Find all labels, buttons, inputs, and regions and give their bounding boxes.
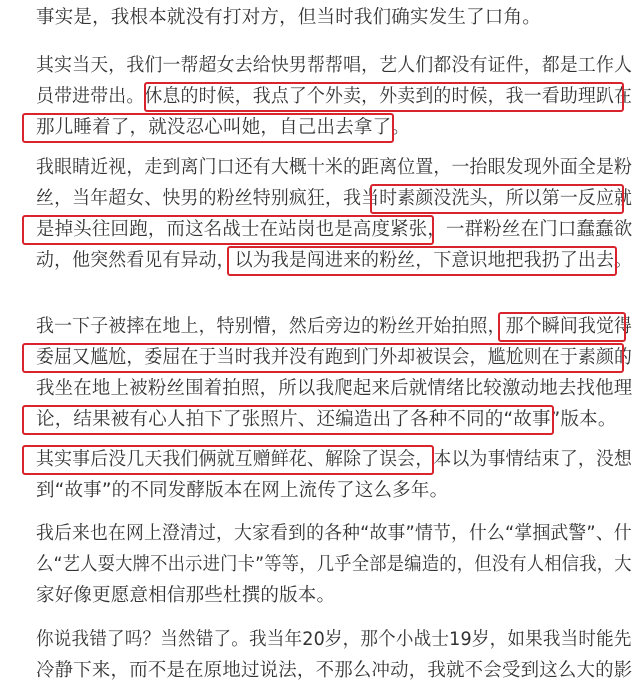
paragraph-4-line-2: 委屈又尴尬，委屈在于当时我并没有跑到门外却被误会，尴尬则在于素颜的 [36,347,633,368]
paragraph-7-line-2: 冷静下来，而不是在原地过说法，不那么冲动，我就不会受到这么大的影 [36,660,633,681]
paragraph-6-line-2: 么“艺人耍大牌不出示进门卡”等等，几乎全部是编造的，但没有人相信我，大 [36,554,632,575]
paragraph-5-line-1: 其实事后没几天我们俩就互赠鲜花、解除了误会，本以为事情结束了，没想 [36,449,633,470]
paragraph-7-line-1: 你说我错了吗？当然错了。我当年20岁，那个小战士19岁，如果我当时能先 [36,629,632,650]
paragraph-3-line-2: 丝，当年超女、快男的粉丝特别疯狂，我当时素颜没洗头，所以第一反应就 [36,188,633,209]
paragraph-2-line-3: 那儿睡着了，就没忍心叫她，自己出去拿了。 [36,117,411,138]
paragraph-4-line-3: 我坐在地上被粉丝围着拍照，所以我爬起来后就情绪比较激动地去找他理 [36,378,633,399]
paragraph-2-line-2: 员带进带出。休息的时候，我点了个外卖，外卖到的时候，我一看助理趴在 [36,86,633,107]
paragraph-1-line-1: 事实是，我根本就没有打对方，但当时我们确实发生了口角。 [36,7,541,28]
paragraph-3-line-3: 是掉头往回跑，而这名战士在站岗也是高度紧张，一群粉丝在门口蠢蠢欲 [36,219,633,240]
paragraph-4-line-4: 论，结果被有心人拍下了张照片、还编造出了各种不同的“故事”版本。 [36,409,617,430]
paragraph-4-line-1: 我一下子被摔在地上，特别懵，然后旁边的粉丝开始拍照，那个瞬间我觉得 [36,316,633,337]
paragraph-3-line-4: 动，他突然看见有异动，以为我是闯进来的粉丝，下意识地把我扔了出去。 [36,250,633,271]
paragraph-5-line-2: 到“故事”的不同发酵版本在网上流传了这么多年。 [36,480,449,501]
paragraph-2-line-1: 其实当天，我们一帮超女去给快男帮帮唱，艺人们都没有证件，都是工作人 [36,55,633,76]
paragraph-3-line-1: 我眼睛近视，走到离门口还有大概十米的距离位置，一抬眼发现外面全是粉 [36,157,633,178]
paragraph-6-line-3: 家好像更愿意相信那些杜撰的版本。 [36,585,336,606]
paragraph-6-line-1: 我后来也在网上澄清过，大家看到的各种“故事”情节，什么“掌掴武警”、什 [36,523,632,544]
